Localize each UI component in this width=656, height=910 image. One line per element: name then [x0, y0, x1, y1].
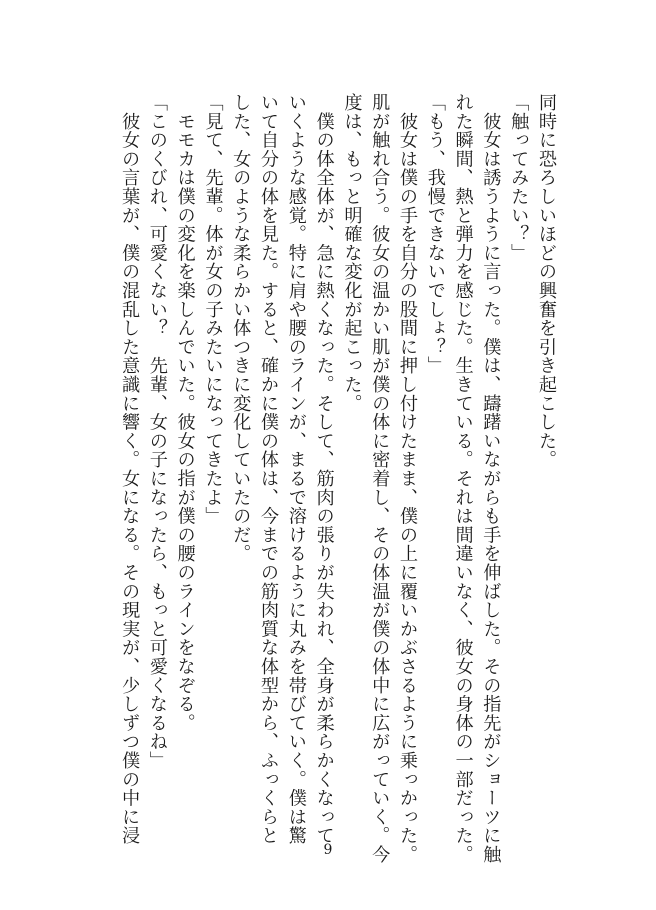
text-line: 度は、もっと明確な変化が起こった。 — [341, 93, 363, 413]
text-line: 「触ってみたい？」 — [508, 93, 530, 263]
text-line: 彼女の言葉が、僕の混乱した意識に響く。女になる。その現実が、少しずつ僕の中に浸 — [119, 93, 141, 845]
text-line: 同時に恐ろしいほどの興奮を引き起こした。 — [536, 93, 557, 469]
text-line: 僕の体全体が、急に熱くなった。そして、筋肉の張りが失われ、全身が柔らかくなって — [313, 93, 335, 845]
text-line: 彼女は誘うように言った。僕は、躊躇いながらも手を伸ばした。その指先がショーツに触 — [480, 93, 502, 864]
vertical-text-body — [115, 93, 560, 864]
text-line: モモカは僕の変化を楽しんでいた。彼女の指が僕の腰のラインをなぞる。 — [174, 93, 196, 733]
text-line: 「このくびれ、可愛くない？ 先輩、女の子になったら、もっと可愛くなるね」 — [146, 93, 168, 770]
text-line: 彼女は僕の手を自分の股間に押し付けたまま、僕の上に覆いかぶさるように乗っかった。 — [397, 93, 419, 864]
text-line: 「見て、先輩。体が女の子みたいになってきたよ」 — [202, 93, 224, 526]
text-line: いて自分の体を見た。すると、確かに僕の体は、今までの筋肉質な体型から、ふっくらと — [258, 93, 280, 845]
text-line: 肌が触れ合う。彼女の温かい肌が僕の体に密着し、その体温が僕の体中に広がっていく。今 — [369, 93, 391, 864]
page-number: 9 — [323, 842, 333, 858]
text-line: いくような感覚。特に肩や腰のラインが、まるで溶けるように丸みを帯びていく。僕は驚 — [285, 93, 307, 845]
text-line: した、女のような柔らかい体つきに変化していたのだ。 — [230, 93, 252, 563]
text-line: れた瞬間、熱と弾力を感じた。生きている。それは間違いなく、彼女の身体の一部だった。 — [452, 93, 474, 864]
text-line: 「もう、我慢できないでしょ？」 — [424, 93, 446, 375]
